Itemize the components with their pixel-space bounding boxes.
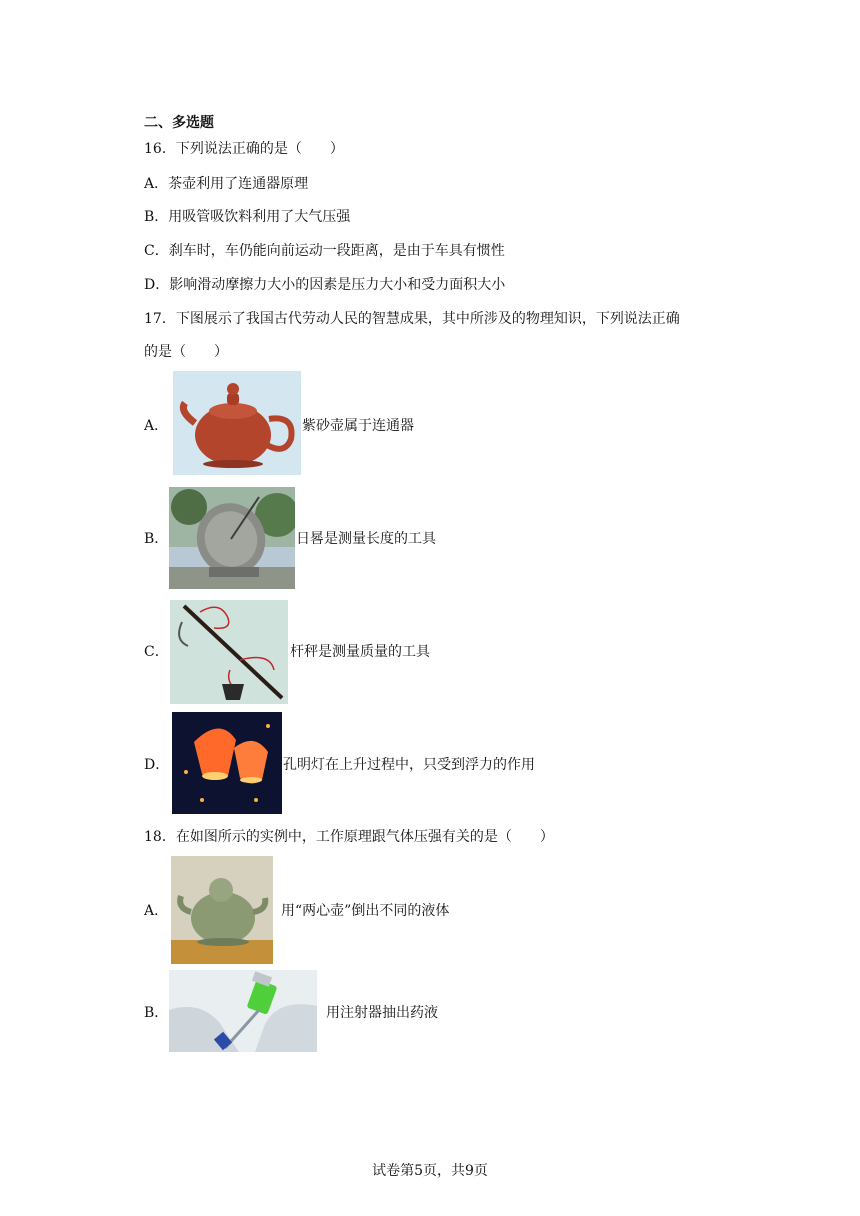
q17-option-b-text: 日晷是测量长度的工具 [296,531,436,547]
two-heart-pot-photo [171,856,273,964]
q16-option-d[interactable] [144,275,505,295]
q17-option-c-text: 杆秤是测量质量的工具 [290,644,430,660]
page-footer: 试卷第5页，共9页 [372,1163,488,1179]
q17-option-a-text: 紫砂壶属于连通器 [302,418,414,434]
q17-option-d-letter[interactable]: D． [144,757,170,773]
steelyard-photo [170,600,288,704]
q18-option-a-letter[interactable]: A． [144,903,169,919]
option-text: 用吸管吸饮料利用了大气压强 [168,209,351,225]
option-text: 刹车时，车仍能向前运动一段距离，是由于车具有惯性 [168,243,505,259]
q17-option-c-letter[interactable]: C． [144,644,169,660]
option-text: 影响滑动摩擦力大小的因素是压力大小和受力面积大小 [169,277,506,293]
question-17-stem-line1: 17．下图展示了我国古代劳动人民的智慧成果，其中所涉及的物理知识，下列说法正确 [144,311,680,327]
option-letter: D． [144,277,170,293]
sky-lantern-photo [172,712,282,814]
q17-option-a-letter[interactable]: A． [144,418,169,434]
option-letter: C． [144,243,169,259]
q16-option-c[interactable] [144,241,505,261]
q16-option-a[interactable] [144,174,308,194]
option-letter: A． [144,176,169,192]
q17-option-b-letter[interactable]: B． [144,531,169,547]
sundial-photo [169,487,295,589]
question-18-stem: 18．在如图所示的实例中，工作原理跟气体压强有关的是（ ） [144,829,554,845]
q18-option-b-letter[interactable]: B． [144,1005,169,1021]
section-title: 二、多选题 [144,115,214,131]
question-17-stem-line2: 的是（ ） [144,344,228,360]
question-16-stem: 16．下列说法正确的是（ ） [144,141,344,157]
option-letter: B． [144,209,169,225]
q18-option-b-text: 用注射器抽出药液 [326,1005,438,1021]
q16-option-b[interactable] [144,207,350,227]
q18-option-a-text: 用“两心壶”倒出不同的液体 [281,903,450,919]
teapot-photo [173,371,301,475]
syringe-photo [169,970,317,1052]
option-text: 茶壶利用了连通器原理 [168,176,309,192]
q17-option-d-text: 孔明灯在上升过程中，只受到浮力的作用 [283,757,535,773]
